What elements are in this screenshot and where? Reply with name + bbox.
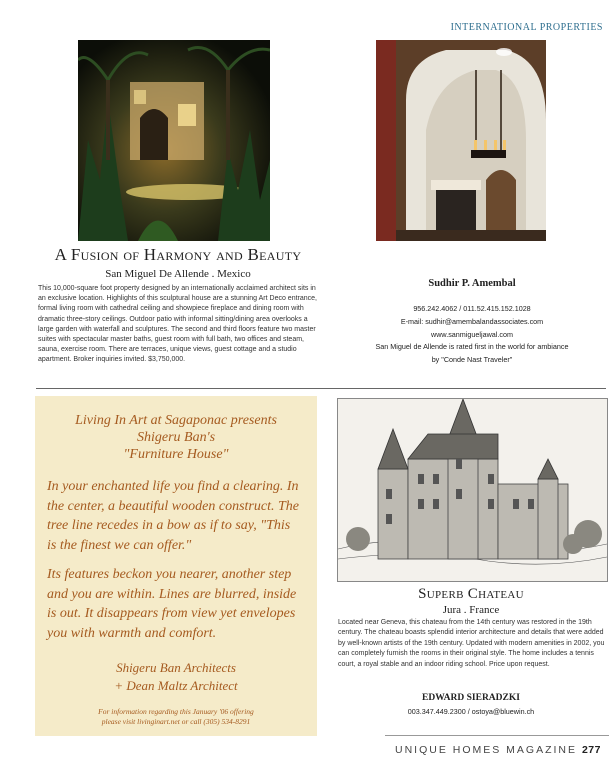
seller-contact: 003.347.449.2300 / ostoya@bluewin.ch xyxy=(407,707,535,716)
advert-paragraph1: In your enchanted life you find a clearing. In the center, a beautiful wooden construct. The tree line recedes in a bow as if to say, "This is the finest we can offer." xyxy=(47,479,299,553)
advert-info-line2: please visit livinginart.net or call (305) 534-8291 xyxy=(101,717,251,726)
advert-intro-line3: "Furniture House" xyxy=(123,447,229,462)
advert-info-line1: For information regarding this January '06 offering xyxy=(98,707,254,716)
magazine-name: UNIQUE HOMES MAGAZINE xyxy=(395,744,578,756)
listing1-agent-block xyxy=(342,278,602,367)
page-footer xyxy=(395,744,601,756)
listing1-title: A Fusion of Harmony and Beauty xyxy=(54,245,302,264)
agent-name: Sudhir P. Amembal xyxy=(428,278,516,289)
listing2-seller-block xyxy=(338,693,604,716)
furniture-house-advert xyxy=(35,396,317,736)
advert-intro-line2: Shigeru Ban's xyxy=(136,430,216,445)
listing1-location: San Miguel De Allende . Mexico xyxy=(105,268,251,280)
listing2-location: Jura . France xyxy=(442,604,500,616)
agent-phone: 956.242.4062 / 011.52.415.152.1028 xyxy=(413,304,531,313)
footer-rule xyxy=(385,735,609,736)
listing1-description: This 10,000-square foot property designed by an internationally acclaimed architect sits in an exclusive location. Highlights of this sculptural house are a stunning Art Deco entrance, formal living room with cathedral ceiling and showpiece fireplace and dining room with dramatic three-story ceilings. Outdoor patio with informal sitting/dining area overlooks a large garden with waterfall and sculptures. The second and third floors feature two master suites with spectacular master baths, guest room with full bath, two offices and steam, sauna, exercise room. There are terraces, unique views, guest cottage and a studio apartment. Broker inquiries invited. $3,750,000. xyxy=(38,285,317,364)
listing2-title: Superb Chateau xyxy=(418,586,524,602)
advert-credit-line1: Shigeru Ban Architects xyxy=(116,660,236,675)
advert-paragraph2: Its features beckon you nearer, another step and you are within. Lines are blurred, inside is out. It disappears from view yet envelopes you with warmth and comfort. xyxy=(47,567,297,641)
agent-note-line2: by "Conde Nast Traveler" xyxy=(431,355,513,365)
listing2-description: Located near Geneva, this chateau from the 14th century was restored in the 19th century. The chateau boasts splendid interior architecture and details that were added by well-known artists of the 19th century. Updated with modern amenities in 2002, you can completely furnish the rooms in their original style. The home includes a tennis court, a royal stable and an indoor riding school. Price upon request. xyxy=(338,619,605,668)
chateau-engraving-image xyxy=(337,398,608,582)
page-number: 277 xyxy=(581,744,601,756)
agent-website: www.sanmigueljawal.com xyxy=(431,329,513,339)
seller-name: EDWARD SIERADZKI xyxy=(422,693,520,703)
advert-intro-line1: Living In Art at Sagaponac presents xyxy=(75,413,277,428)
section-divider xyxy=(36,388,606,389)
interior-living-room-photo xyxy=(376,40,546,241)
agent-email: E-mail: sudhir@amembalandassociates.com xyxy=(400,316,544,326)
agent-note-line1: San Miguel de Allende is rated first in the world for ambiance xyxy=(375,342,569,352)
garden-villa-photo xyxy=(78,40,270,241)
advert-credit-line2: + Dean Maltz Architect xyxy=(114,678,238,693)
section-tag: INTERNATIONAL PROPERTIES xyxy=(450,22,603,33)
